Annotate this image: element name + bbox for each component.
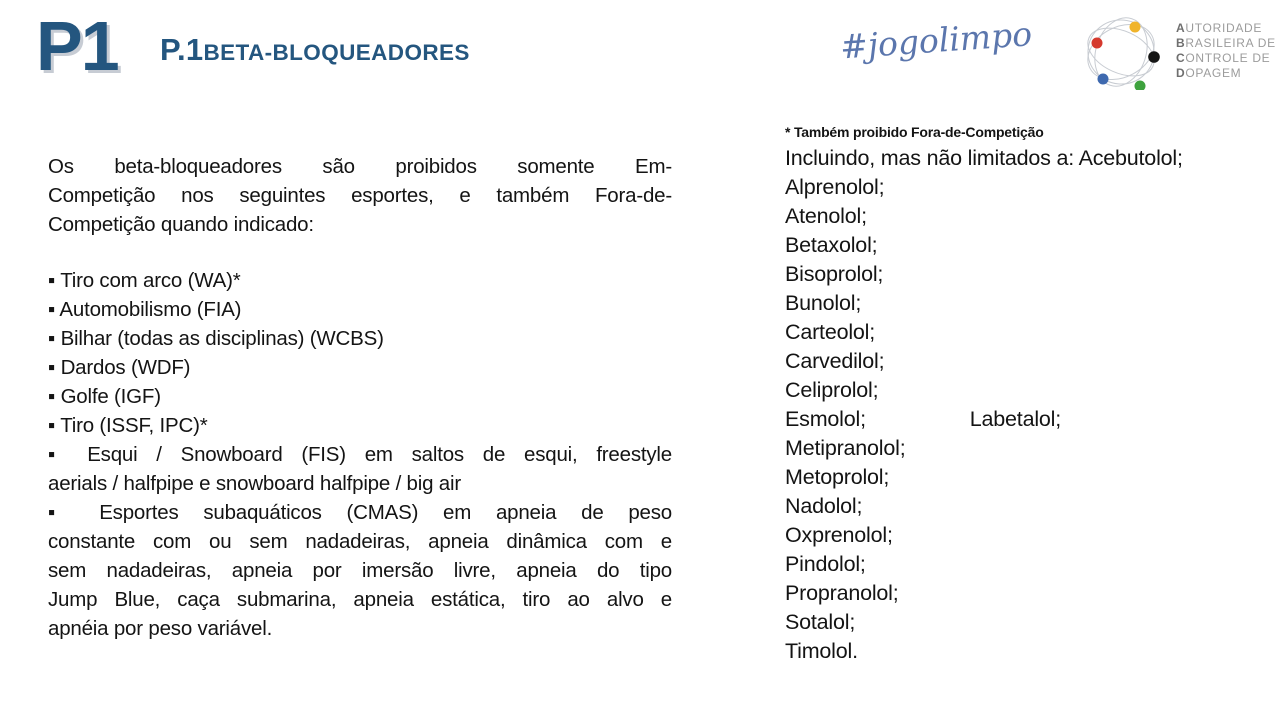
- yellow-dot: [1130, 22, 1141, 33]
- intro-paragraph: [48, 152, 672, 239]
- substance-line: Betaxolol;: [785, 233, 878, 257]
- bullet-line: ▪ Tiro (ISSF, IPC)*: [48, 414, 208, 437]
- page-title: [160, 32, 470, 68]
- substance-line: Metipranolol;: [785, 436, 906, 460]
- right-column: [785, 124, 1243, 666]
- substance-line: Timolol.: [785, 639, 858, 663]
- substance-line: Alprenolol;: [785, 175, 885, 199]
- bullet-line: apnéia por peso variável.: [48, 617, 273, 640]
- bullet-line: ▪ Automobilismo (FIA): [48, 298, 242, 321]
- substance-line: Carvedilol;: [785, 349, 885, 373]
- substance-line: Metoprolol;: [785, 465, 890, 489]
- substance-line: Pindolol;: [785, 552, 866, 576]
- abcd-sphere-icon: [1082, 12, 1164, 90]
- title-text: BETA-BLOQUEADORES: [203, 40, 470, 65]
- abcd-logo-text: [1176, 21, 1276, 81]
- bullet-line: ▪ Esqui / Snowboard (FIS) em saltos de esqui, freestyle: [48, 443, 672, 466]
- abcd-logo: [1082, 12, 1276, 90]
- abcd-logo-text-line: AUTORIDADE: [1176, 21, 1263, 35]
- bullet-line: ▪ Bilhar (todas as disciplinas) (WCBS): [48, 327, 384, 350]
- substance-line: Bunolol;: [785, 291, 862, 315]
- red-dot: [1092, 38, 1103, 49]
- substance-line: Carteolol;: [785, 320, 876, 344]
- intro-line: Competição quando indicado:: [48, 213, 314, 236]
- bullet-line: constante com ou sem nadadeiras, apneia dinâmica com e: [48, 530, 672, 553]
- substance-line: Incluindo, mas não limitados a: Acebutolol;: [785, 146, 1183, 170]
- substance-line: Atenolol;: [785, 204, 867, 228]
- substance-line: Celiprolol;: [785, 378, 879, 402]
- green-dot: [1135, 81, 1146, 91]
- bullet-line: Jump Blue, caça submarina, apneia estática, tiro ao alvo e: [48, 588, 672, 611]
- substance-line: Oxprenolol;: [785, 523, 893, 547]
- abcd-logo-text-line: BRASILEIRA DE: [1176, 36, 1276, 50]
- left-column: [48, 152, 672, 643]
- substance-line: Propranolol;: [785, 581, 899, 605]
- bullet-line: ▪ Tiro com arco (WA)*: [48, 269, 241, 292]
- substance-line: Nadolol;: [785, 494, 863, 518]
- substance-line: Esmolol; Labetalol;: [785, 407, 1062, 431]
- sports-bullet-list: [48, 266, 672, 643]
- black-dot: [1148, 51, 1160, 63]
- bullet-line: ▪ Esportes subaquáticos (CMAS) em apneia de peso: [48, 501, 672, 524]
- bullet-line: ▪ Dardos (WDF): [48, 356, 191, 379]
- substance-list: [785, 144, 1243, 666]
- out-of-competition-note: * Também proibido Fora-de-Competição: [785, 124, 1044, 140]
- intro-line: Competição nos seguintes esportes, e também Fora-de-: [48, 184, 672, 207]
- abcd-logo-text-line: CONTROLE DE: [1176, 51, 1271, 65]
- blue-dot: [1098, 74, 1109, 85]
- abcd-logo-text-line: DOPAGEM: [1176, 66, 1242, 80]
- bullet-line: aerials / halfpipe e snowboard halfpipe / big air: [48, 472, 461, 495]
- substance-line: Bisoprolol;: [785, 262, 884, 286]
- title-prefix: P.1: [160, 32, 204, 67]
- bullet-line: ▪ Golfe (IGF): [48, 385, 161, 408]
- jogolimpo-script-logo: #jogolimpo: [838, 14, 1034, 67]
- p1-badge: P1: [36, 7, 118, 85]
- substance-line: Sotalol;: [785, 610, 856, 634]
- intro-line: Os beta-bloqueadores são proibidos somente Em-: [48, 155, 672, 178]
- bullet-line: sem nadadeiras, apneia por imersão livre, apneia do tipo: [48, 559, 672, 582]
